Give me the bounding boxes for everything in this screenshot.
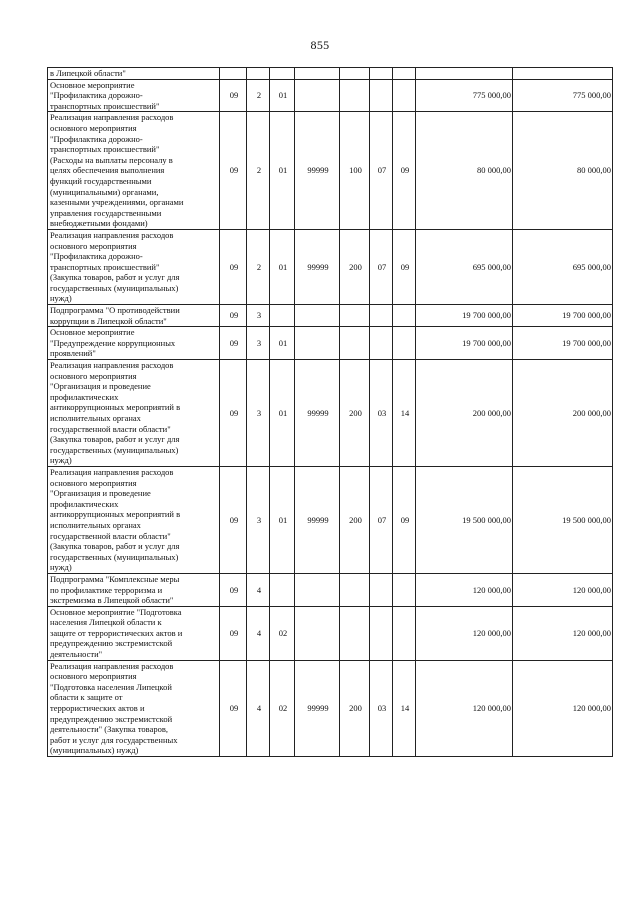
table-body: [48, 68, 613, 757]
cell-description: Основное мероприятие "Профилактика дорожно- транспортных происшествий": [48, 79, 220, 112]
budget-table: [47, 67, 613, 757]
cell-code-6: 07: [370, 112, 393, 230]
cell-amount-1: 775 000,00: [416, 79, 513, 112]
cell-code-1: 09: [220, 305, 247, 327]
table-row: [48, 660, 613, 756]
cell-code-4: 99999: [295, 112, 340, 230]
table-row: [48, 112, 613, 230]
cell-amount-2: [513, 68, 613, 80]
cell-code-3: 01: [270, 229, 295, 304]
cell-code-4: [295, 327, 340, 360]
table-row: [48, 606, 613, 660]
cell-code-4: 99999: [295, 229, 340, 304]
cell-code-6: [370, 79, 393, 112]
cell-code-2: 2: [247, 112, 270, 230]
cell-code-7: 09: [393, 229, 416, 304]
cell-description: Основное мероприятие "Подготовка населения Липецкой области к защите от террористических актов и предупреждению экстремистской деятельности": [48, 606, 220, 660]
cell-code-1: 09: [220, 466, 247, 573]
cell-code-6: [370, 68, 393, 80]
cell-amount-2: 200 000,00: [513, 360, 613, 467]
cell-code-4: [295, 305, 340, 327]
cell-amount-1: [416, 68, 513, 80]
cell-code-7: 09: [393, 466, 416, 573]
table-row: [48, 79, 613, 112]
page-number: 855: [310, 38, 330, 52]
table-row: [48, 305, 613, 327]
cell-code-5: [340, 79, 370, 112]
cell-description: Подпрограмма "О противодействии коррупции в Липецкой области": [48, 305, 220, 327]
cell-code-4: 99999: [295, 660, 340, 756]
table-row: [48, 229, 613, 304]
cell-amount-1: 19 500 000,00: [416, 466, 513, 573]
table-row: [48, 327, 613, 360]
cell-code-5: 100: [340, 112, 370, 230]
cell-description: Основное мероприятие "Предупреждение коррупционных проявлений": [48, 327, 220, 360]
cell-code-3: [270, 68, 295, 80]
cell-code-2: 2: [247, 229, 270, 304]
cell-code-4: [295, 79, 340, 112]
cell-code-6: 07: [370, 466, 393, 573]
cell-code-2: 4: [247, 573, 270, 606]
cell-code-6: [370, 606, 393, 660]
cell-amount-1: 80 000,00: [416, 112, 513, 230]
cell-code-6: 03: [370, 660, 393, 756]
table-row: [48, 360, 613, 467]
cell-code-2: 4: [247, 606, 270, 660]
cell-code-3: 01: [270, 79, 295, 112]
cell-code-6: [370, 327, 393, 360]
cell-code-3: [270, 305, 295, 327]
cell-code-3: 02: [270, 660, 295, 756]
cell-amount-1: 19 700 000,00: [416, 327, 513, 360]
cell-code-5: 200: [340, 229, 370, 304]
cell-code-2: 3: [247, 360, 270, 467]
cell-code-3: 01: [270, 360, 295, 467]
table-row: [48, 68, 613, 80]
cell-code-6: 03: [370, 360, 393, 467]
cell-description: в Липецкой области": [48, 68, 220, 80]
cell-code-4: 99999: [295, 466, 340, 573]
cell-description: Реализация направления расходов основного мероприятия "Организация и проведение профилактических антикоррупционных мероприятий в исполнительных органах государственной власти области" (Закупка товаров, работ и услуг для государственных (муниципальных) нужд): [48, 466, 220, 573]
cell-code-5: 200: [340, 360, 370, 467]
cell-description: Реализация направления расходов основного мероприятия "Подготовка населения Липецкой области к защите от террористических актов и предупреждению экстремистской деятельности" (Закупка товаров, работ и услуг для государственных (муниципальных) нужд): [48, 660, 220, 756]
cell-amount-1: 120 000,00: [416, 573, 513, 606]
cell-code-1: 09: [220, 660, 247, 756]
cell-code-7: [393, 68, 416, 80]
cell-code-3: [270, 573, 295, 606]
cell-code-2: 4: [247, 660, 270, 756]
cell-code-4: [295, 68, 340, 80]
cell-code-3: 02: [270, 606, 295, 660]
cell-code-3: 01: [270, 466, 295, 573]
cell-code-6: [370, 305, 393, 327]
cell-amount-2: 695 000,00: [513, 229, 613, 304]
cell-amount-2: 120 000,00: [513, 573, 613, 606]
cell-code-7: 14: [393, 360, 416, 467]
cell-code-7: 09: [393, 112, 416, 230]
cell-amount-2: 120 000,00: [513, 660, 613, 756]
cell-code-3: 01: [270, 112, 295, 230]
cell-code-2: [247, 68, 270, 80]
cell-code-7: [393, 305, 416, 327]
cell-code-7: [393, 606, 416, 660]
cell-code-5: 200: [340, 466, 370, 573]
cell-code-1: [220, 68, 247, 80]
cell-code-5: [340, 606, 370, 660]
cell-amount-2: 19 700 000,00: [513, 327, 613, 360]
cell-code-5: [340, 573, 370, 606]
cell-code-6: [370, 573, 393, 606]
cell-code-4: 99999: [295, 360, 340, 467]
cell-code-7: 14: [393, 660, 416, 756]
table-row: [48, 573, 613, 606]
table-row: [48, 466, 613, 573]
cell-code-7: [393, 327, 416, 360]
cell-amount-2: 19 700 000,00: [513, 305, 613, 327]
cell-code-1: 09: [220, 79, 247, 112]
cell-code-1: 09: [220, 360, 247, 467]
cell-code-4: [295, 573, 340, 606]
cell-code-5: [340, 68, 370, 80]
cell-code-7: [393, 79, 416, 112]
cell-code-1: 09: [220, 606, 247, 660]
cell-code-1: 09: [220, 327, 247, 360]
cell-amount-2: 775 000,00: [513, 79, 613, 112]
cell-code-2: 3: [247, 327, 270, 360]
cell-code-7: [393, 573, 416, 606]
cell-code-3: 01: [270, 327, 295, 360]
cell-code-1: 09: [220, 573, 247, 606]
cell-code-5: [340, 327, 370, 360]
cell-code-6: 07: [370, 229, 393, 304]
cell-amount-1: 120 000,00: [416, 606, 513, 660]
cell-description: Реализация направления расходов основного мероприятия "Профилактика дорожно- транспортных происшествий" (Расходы на выплаты персоналу в целях обеспечения выполнения функций государственными (муниципальными) органами, казенными учреждениями, органами управления государственными внебюджетными фондами): [48, 112, 220, 230]
cell-code-2: 2: [247, 79, 270, 112]
cell-description: Реализация направления расходов основного мероприятия "Организация и проведение профилактических антикоррупционных мероприятий в исполнительных органах государственной власти области" (Закупка товаров, работ и услуг для государственных (муниципальных) нужд): [48, 360, 220, 467]
cell-code-5: [340, 305, 370, 327]
cell-code-1: 09: [220, 229, 247, 304]
cell-description: Подпрограмма "Комплексные меры по профилактике терроризма и экстремизма в Липецкой области": [48, 573, 220, 606]
cell-amount-1: 695 000,00: [416, 229, 513, 304]
cell-amount-2: 19 500 000,00: [513, 466, 613, 573]
cell-code-2: 3: [247, 305, 270, 327]
cell-amount-1: 19 700 000,00: [416, 305, 513, 327]
cell-code-5: 200: [340, 660, 370, 756]
cell-amount-1: 200 000,00: [416, 360, 513, 467]
cell-amount-1: 120 000,00: [416, 660, 513, 756]
cell-amount-2: 80 000,00: [513, 112, 613, 230]
cell-code-4: [295, 606, 340, 660]
cell-amount-2: 120 000,00: [513, 606, 613, 660]
cell-code-2: 3: [247, 466, 270, 573]
cell-description: Реализация направления расходов основного мероприятия "Профилактика дорожно- транспортных происшествий" (Закупка товаров, работ и услуг для государственных (муниципальных) нужд): [48, 229, 220, 304]
cell-code-1: 09: [220, 112, 247, 230]
